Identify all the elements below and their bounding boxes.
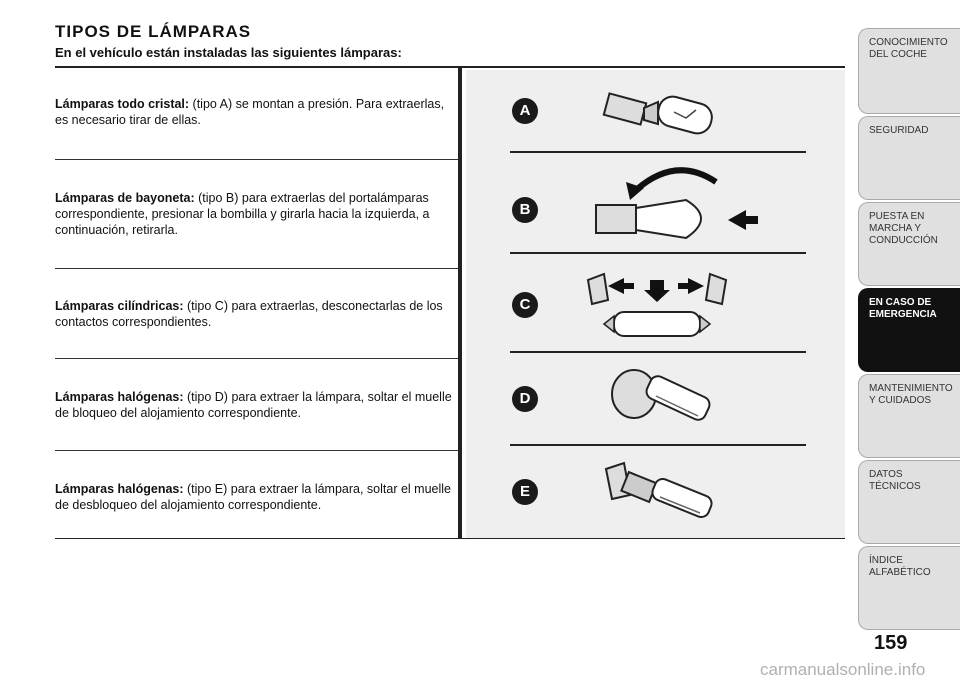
label-c-badge: C: [512, 292, 538, 318]
lamp-type-d-description: [55, 389, 455, 421]
row-divider: [55, 450, 458, 451]
lamp-type-a-text: (tipo A) se montan a presión. Para extraerlas, es necesario tirar de ellas.: [55, 97, 445, 127]
lamp-type-d-text: (tipo D) para extraer la lámpara, soltar el muelle de bloqueo del alojamiento correspondiente.: [55, 390, 452, 420]
tab-indice-alfabetico[interactable]: [858, 546, 960, 630]
figure-divider: [510, 444, 806, 446]
figure-divider: [510, 351, 806, 353]
tab-datos-tecnicos[interactable]: [858, 460, 960, 544]
bottom-divider: [55, 538, 845, 539]
tab-label: SEGURIDAD: [869, 125, 929, 136]
vertical-divider: [458, 68, 462, 539]
halogen-bulb-e-icon: [596, 455, 726, 535]
row-divider: [55, 268, 458, 269]
lamp-type-b-text: (tipo B) para extraerlas del portalámparas correspondiente, presionar la bombilla y girarla hacia la izquierda, a continuación, retirarla.: [55, 191, 430, 237]
tab-label: CONOCIMIENTO DEL COCHE: [869, 37, 948, 60]
tab-label: DATOS TÉCNICOS: [869, 469, 921, 492]
tab-conocimiento-del-coche[interactable]: [858, 28, 960, 114]
top-divider: [55, 66, 845, 68]
page-title: TIPOS DE LÁMPARAS: [55, 22, 252, 41]
tab-label: ÍNDICE ALFABÉTICO: [869, 555, 931, 578]
festoon-bulb-icon: [584, 270, 734, 348]
label-b-badge: B: [512, 197, 538, 223]
figure-divider: [510, 252, 806, 254]
row-divider: [55, 159, 458, 160]
lamp-type-e-name: Lámparas halógenas:: [55, 482, 184, 496]
tab-puesta-en-marcha[interactable]: [858, 202, 960, 286]
lamp-type-e-description: [55, 481, 455, 513]
tab-label: EN CASO DE EMERGENCIA: [869, 297, 937, 320]
label-a-badge: A: [512, 98, 538, 124]
lamp-types-figure: [466, 70, 845, 538]
tab-label: MANTENIMIENTO Y CUIDADOS: [869, 383, 953, 406]
label-e-badge: E: [512, 479, 538, 505]
label-d-badge: D: [512, 386, 538, 412]
lamp-type-b-name: Lámparas de bayoneta:: [55, 191, 195, 205]
lamp-type-a-name: Lámparas todo cristal:: [55, 97, 190, 111]
tab-en-caso-de-emergencia[interactable]: [858, 288, 960, 372]
wedge-bulb-icon: [596, 80, 736, 140]
bayonet-bulb-icon: [586, 160, 766, 250]
lamp-type-e-text: (tipo E) para extraer la lámpara, soltar el muelle de desbloqueo del alojamiento correspondiente.: [55, 482, 451, 512]
row-divider: [55, 358, 458, 359]
lamp-type-c-name: Lámparas cilíndricas:: [55, 299, 184, 313]
page-number: 159: [874, 632, 908, 654]
lamp-type-b-description: [55, 190, 455, 238]
watermark: carmanualsonline.info: [760, 660, 926, 679]
halogen-bulb-d-icon: [606, 362, 726, 442]
lamp-type-d-name: Lámparas halógenas:: [55, 390, 184, 404]
lamp-type-a-description: [55, 96, 455, 128]
page-subtitle: En el vehículo están instaladas las siguientes lámparas:: [55, 45, 402, 60]
lamp-type-c-text: (tipo C) para extraerlas, desconectarlas de los contactos correspondientes.: [55, 299, 443, 329]
tab-seguridad[interactable]: [858, 116, 960, 200]
tab-mantenimiento-y-cuidados[interactable]: [858, 374, 960, 458]
figure-divider: [510, 151, 806, 153]
lamp-type-c-description: [55, 298, 455, 330]
tab-label: PUESTA EN MARCHA Y CONDUCCIÓN: [869, 211, 938, 246]
